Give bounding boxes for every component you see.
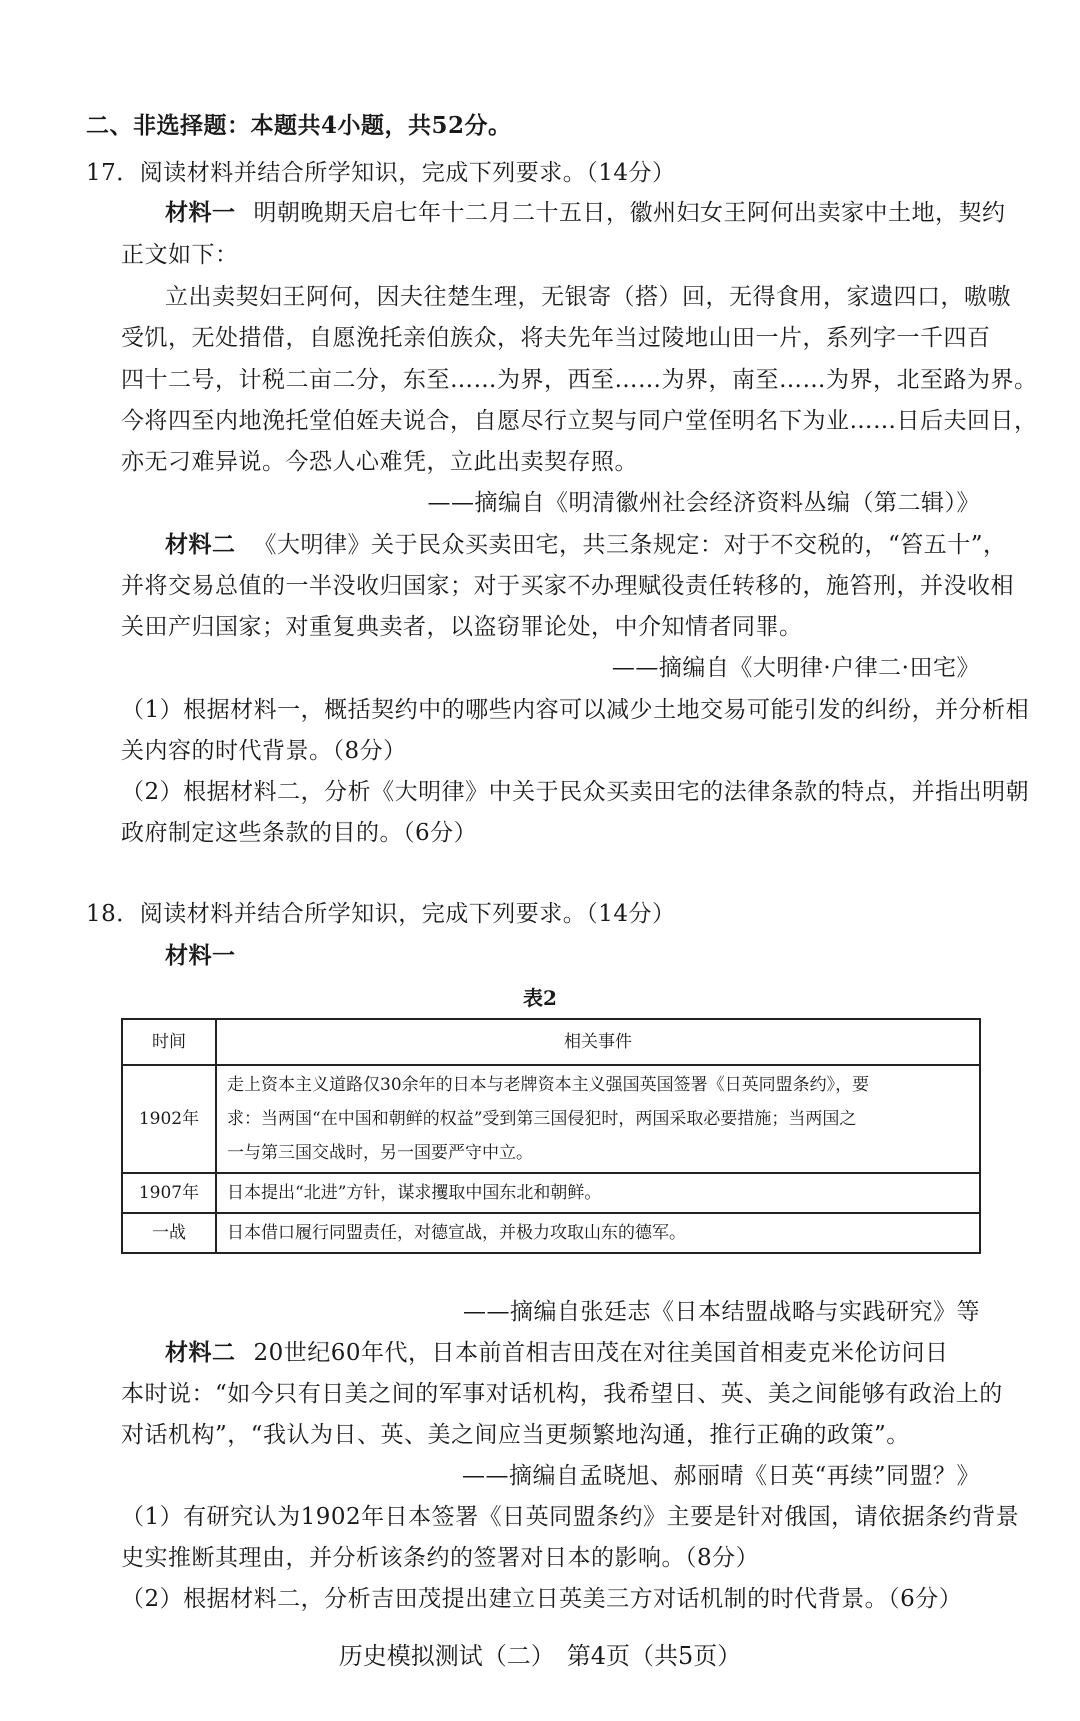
q18-material1-label: 材料一: [165, 942, 236, 969]
q17-m1-line6: 今将四至内地浼托堂伯姪夫说合，自愿尽行立契与同户堂侄明名下为业……日后夫回日，: [121, 408, 1038, 434]
q18-sub1-line2: 史实推断其理由，并分析该条约的签署对日本的影响。（8分）: [121, 1545, 760, 1571]
cell-time: 1902年: [122, 1065, 216, 1173]
event-line: 求：当两国“在中国和朝鲜的权益”受到第三国侵犯时，两国采取必要措施；当两国之: [227, 1109, 857, 1129]
q17-material2-intro: [165, 529, 1007, 561]
q17-m1-line3: 立出卖契妇王阿何，因夫往楚生理，无银寄（搭）回，无得食用，家遗四口，嗷嗷: [165, 284, 1011, 310]
q17-m1-line4: 受饥，无处措借，自愿浼托亲伯族众，将夫先年当过陵地山田一片，系列字一千四百: [121, 325, 991, 351]
q18-m2-source: ——摘编自孟晓旭、郝丽晴《日英“再续”同盟？》: [461, 1463, 980, 1489]
q17-sub1-line2: 关内容的时代背景。（8分）: [121, 738, 407, 764]
events-table: [121, 1018, 981, 1254]
q18-m2-line1: 20世纪60年代，日本前首相吉田茂在对往美国首相麦克米伦访问日: [253, 1340, 949, 1366]
event-line: 日本提出“北进”方针，谋求攫取中国东北和朝鲜。: [227, 1183, 602, 1203]
material-label: 材料二: [165, 531, 236, 558]
cell-event: [216, 1213, 980, 1253]
event-line: 日本借口履行同盟责任，对德宣战，并极力攻取山东的德军。: [227, 1223, 686, 1243]
q18-m1-source: ——摘编自张廷志《日本结盟战略与实践研究》等: [463, 1299, 980, 1325]
q17-sub1-line1: （1）根据材料一，概括契约中的哪些内容可以减少土地交易可能引发的纠纷，并分析相: [121, 697, 1030, 723]
q17-m2-line3: 关田产归国家；对重复典卖者，以盗窃罪论处，中介知情者同罪。: [121, 614, 803, 640]
col-header-time: 时间: [122, 1019, 216, 1065]
q17-m2-line2: 并将交易总值的一半没收归国家；对于买家不办理赋役责任转移的，施笞刑，并没收相: [121, 573, 1014, 599]
col-header-event: 相关事件: [216, 1019, 980, 1065]
cell-time: 一战: [122, 1213, 216, 1253]
table-row: [122, 1065, 980, 1173]
q17-sub2-line1: （2）根据材料二，分析《大明律》中关于民众买卖田宅的法律条款的特点，并指出明朝: [121, 779, 1030, 805]
cell-event: [216, 1065, 980, 1173]
material-label: 材料二: [165, 1339, 236, 1366]
event-line: 走上资本主义道路仅30余年的日本与老牌资本主义强国英国签署《日英同盟条约》，要: [227, 1075, 870, 1095]
q18-m2-line3: 对话机构”，“我认为日、英、美之间应当更频繁地沟通，推行正确的政策”。: [121, 1422, 910, 1448]
q17-m1-source: ——摘编自《明清徽州社会经济资料丛编（第二辑）》: [427, 490, 980, 516]
section-heading: 二、非选择题：本题共4小题，共52分。: [86, 112, 512, 139]
q17-m1-line2: 正文如下：: [121, 242, 239, 268]
q17-m1-line7: 亦无刁难异说。今恐人心难凭，立此出卖契存照。: [121, 449, 638, 475]
q18-prompt: 18．阅读材料并结合所学知识，完成下列要求。（14分）: [86, 901, 676, 927]
table-row: [122, 1213, 980, 1253]
q17-m2-line1: 《大明律》关于民众买卖田宅，共三条规定：对于不交税的，“笞五十”，: [253, 532, 1007, 558]
q17-prompt: 17．阅读材料并结合所学知识，完成下列要求。（14分）: [86, 160, 676, 186]
material-label: 材料一: [165, 199, 236, 226]
cell-time: 1907年: [122, 1173, 216, 1213]
q17-m1-line1: 明朝晚期天启七年十二月二十五日，徽州妇女王阿何出卖家中土地，契约: [253, 200, 1006, 226]
q17-sub2-line2: 政府制定这些条款的目的。（6分）: [121, 820, 478, 846]
page-footer: 历史模拟测试（二） 第4页（共5页）: [338, 1642, 742, 1670]
q17-material1-intro: [165, 197, 1006, 229]
table-caption: 表2: [523, 986, 557, 1010]
q18-material2-intro: [165, 1337, 949, 1369]
q18-sub2-line1: （2）根据材料二，分析吉田茂提出建立日英美三方对话机制的时代背景。（6分）: [121, 1586, 963, 1612]
q17-m2-source: ——摘编自《大明律·户律二·田宅》: [611, 655, 980, 681]
q18-m2-line2: 本时说：“如今只有日美之间的军事对话机构，我希望日、英、美之间能够有政治上的: [121, 1381, 1003, 1407]
q17-m1-line5: 四十二号，计税二亩二分，东至……为界，西至……为界，南至……为界，北至路为界。: [121, 367, 1038, 393]
event-line: 一与第三国交战时，另一国要严守中立。: [227, 1143, 533, 1163]
q18-sub1-line1: （1）有研究认为1902年日本签署《日英同盟条约》主要是针对俄国，请依据条约背景: [121, 1504, 1020, 1530]
cell-event: [216, 1173, 980, 1213]
table-row: [122, 1173, 980, 1213]
table-header-row: [122, 1019, 980, 1065]
